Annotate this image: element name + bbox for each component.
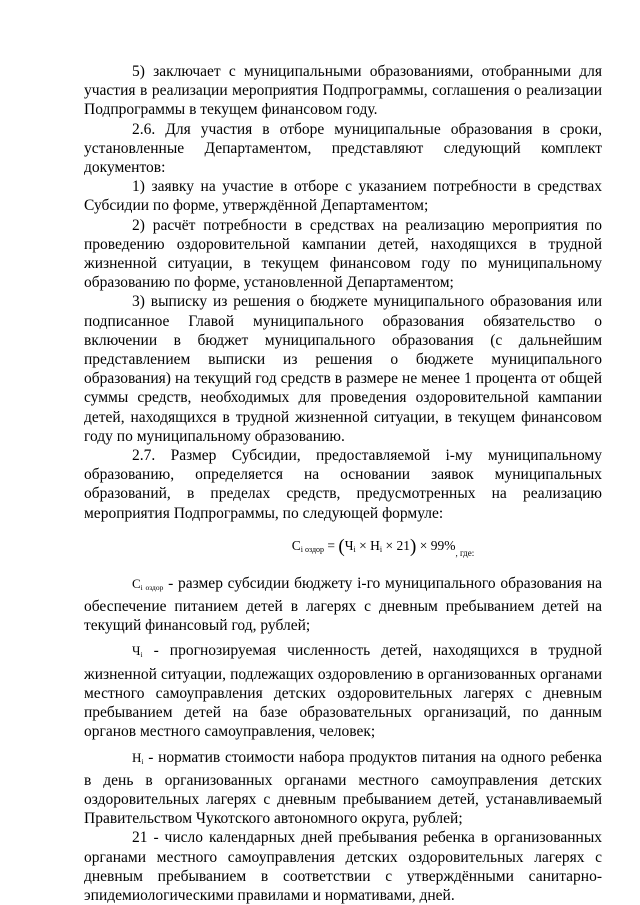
formula-percent: × 99% [416, 537, 456, 553]
formula-ch-sub: i [353, 544, 356, 554]
definition-children-count [84, 641, 602, 741]
paragraph-2-7: 2.7. Размер Субсидии, предоставляемой i-му муниципальному образованию, определяется на основании заявок муниципальных образований, в пределах средств, предусмотренных на реализацию мероприятия Подпрограммы, по следующей формуле: [84, 447, 602, 522]
paragraph-2-6: 2.6. Для участия в отборе муниципальные образования в сроки, установленные Департаментом, представляют следующий комплект документов: [84, 120, 602, 177]
formula-n: Н [370, 537, 380, 553]
formula-n-sub: i [379, 544, 383, 554]
definition-text: - норматив стоимости набора продуктов питания на одного ребенка в день в организованных органами местного самоуправления детских оздоровительных лагерях с дневным пребыванием детей, устанавливаемый Правительством Чукотского автономного округа, рублей; [84, 748, 602, 828]
definition-symbol: $С_{i оздор}$ [132, 575, 164, 592]
formula-lhs: С [291, 537, 301, 553]
formula-times-2: × 21 [382, 537, 410, 553]
paragraph-item-1: 1) заявку на участие в отборе с указанием потребности в средствах Субсидии по форме, утверждённой Департаментом; [84, 178, 602, 215]
subsidy-formula [84, 535, 602, 564]
formula-lhs-sub: i оздор [300, 544, 325, 554]
paragraph-item-2: 2) расчёт потребности в средствах на реализацию мероприятия по проведению оздоровительной кампании детей, находящихся в трудной жизненной ситуации, в текущем финансовом году по муниципальному образованию по форме, установленной Департаментом; [84, 216, 602, 292]
definition-symbol: $Ч_i$ [132, 643, 143, 660]
definition-symbol: $Н_i$ [132, 749, 144, 766]
definition-text: - размер субсидии бюджету i-го муниципального образования на обеспечение питанием детей в лагерях с дневным пребыванием детей на текущий финансовый год, рублей; [84, 574, 603, 635]
formula-where: , где: [455, 547, 475, 558]
formula-open-paren: ( [338, 535, 345, 557]
definition-text: - прогнозируемая численность детей, находящихся в трудной жизненной ситуации, подлежащих оздоровлению в организованных органами местного самоуправления детских оздоровительных лагерях с дневным пребыванием детей на базе образовательных организаций, по данным органов местного самоуправления, человек; [84, 642, 602, 741]
formula-close-paren: ) [410, 535, 417, 557]
formula-ch: Ч [344, 537, 354, 553]
definition-subsidy [84, 574, 602, 636]
document-page [84, 62, 602, 905]
formula-eq: = [324, 537, 339, 553]
definition-food-norm [84, 748, 602, 829]
paragraph-item-5: 5) заключает с муниципальными образованиями, отобранными для участия в реализации мероприятия Подпрограммы, соглашения о реализации Подпрограммы в текущем финансовом году. [84, 63, 602, 119]
definition-days: 21 - число календарных дней пребывания ребенка в организованных органами местного самоуправления детских оздоровительных лагерях с дневным пребыванием в соответствии с утверждёнными санитарно-эпидемиологическими правилами и нормативами, дней. [84, 829, 602, 904]
paragraph-item-3: 3) выписку из решения о бюджете муниципального образования или подписанное Главой муниципального образования обязательство о включении в бюджет муниципального образования (с дальнейшим представлением выписки из решения о бюджете муниципального образования) на текущий год средств в размере не менее 1 процента от общей суммы средств, необходимых для проведения оздоровительной кампании детей, находящихся в трудной жизненной ситуации, в текущем финансовом году по муниципальному образованию. [84, 293, 602, 445]
formula-times-1: × [355, 537, 371, 553]
